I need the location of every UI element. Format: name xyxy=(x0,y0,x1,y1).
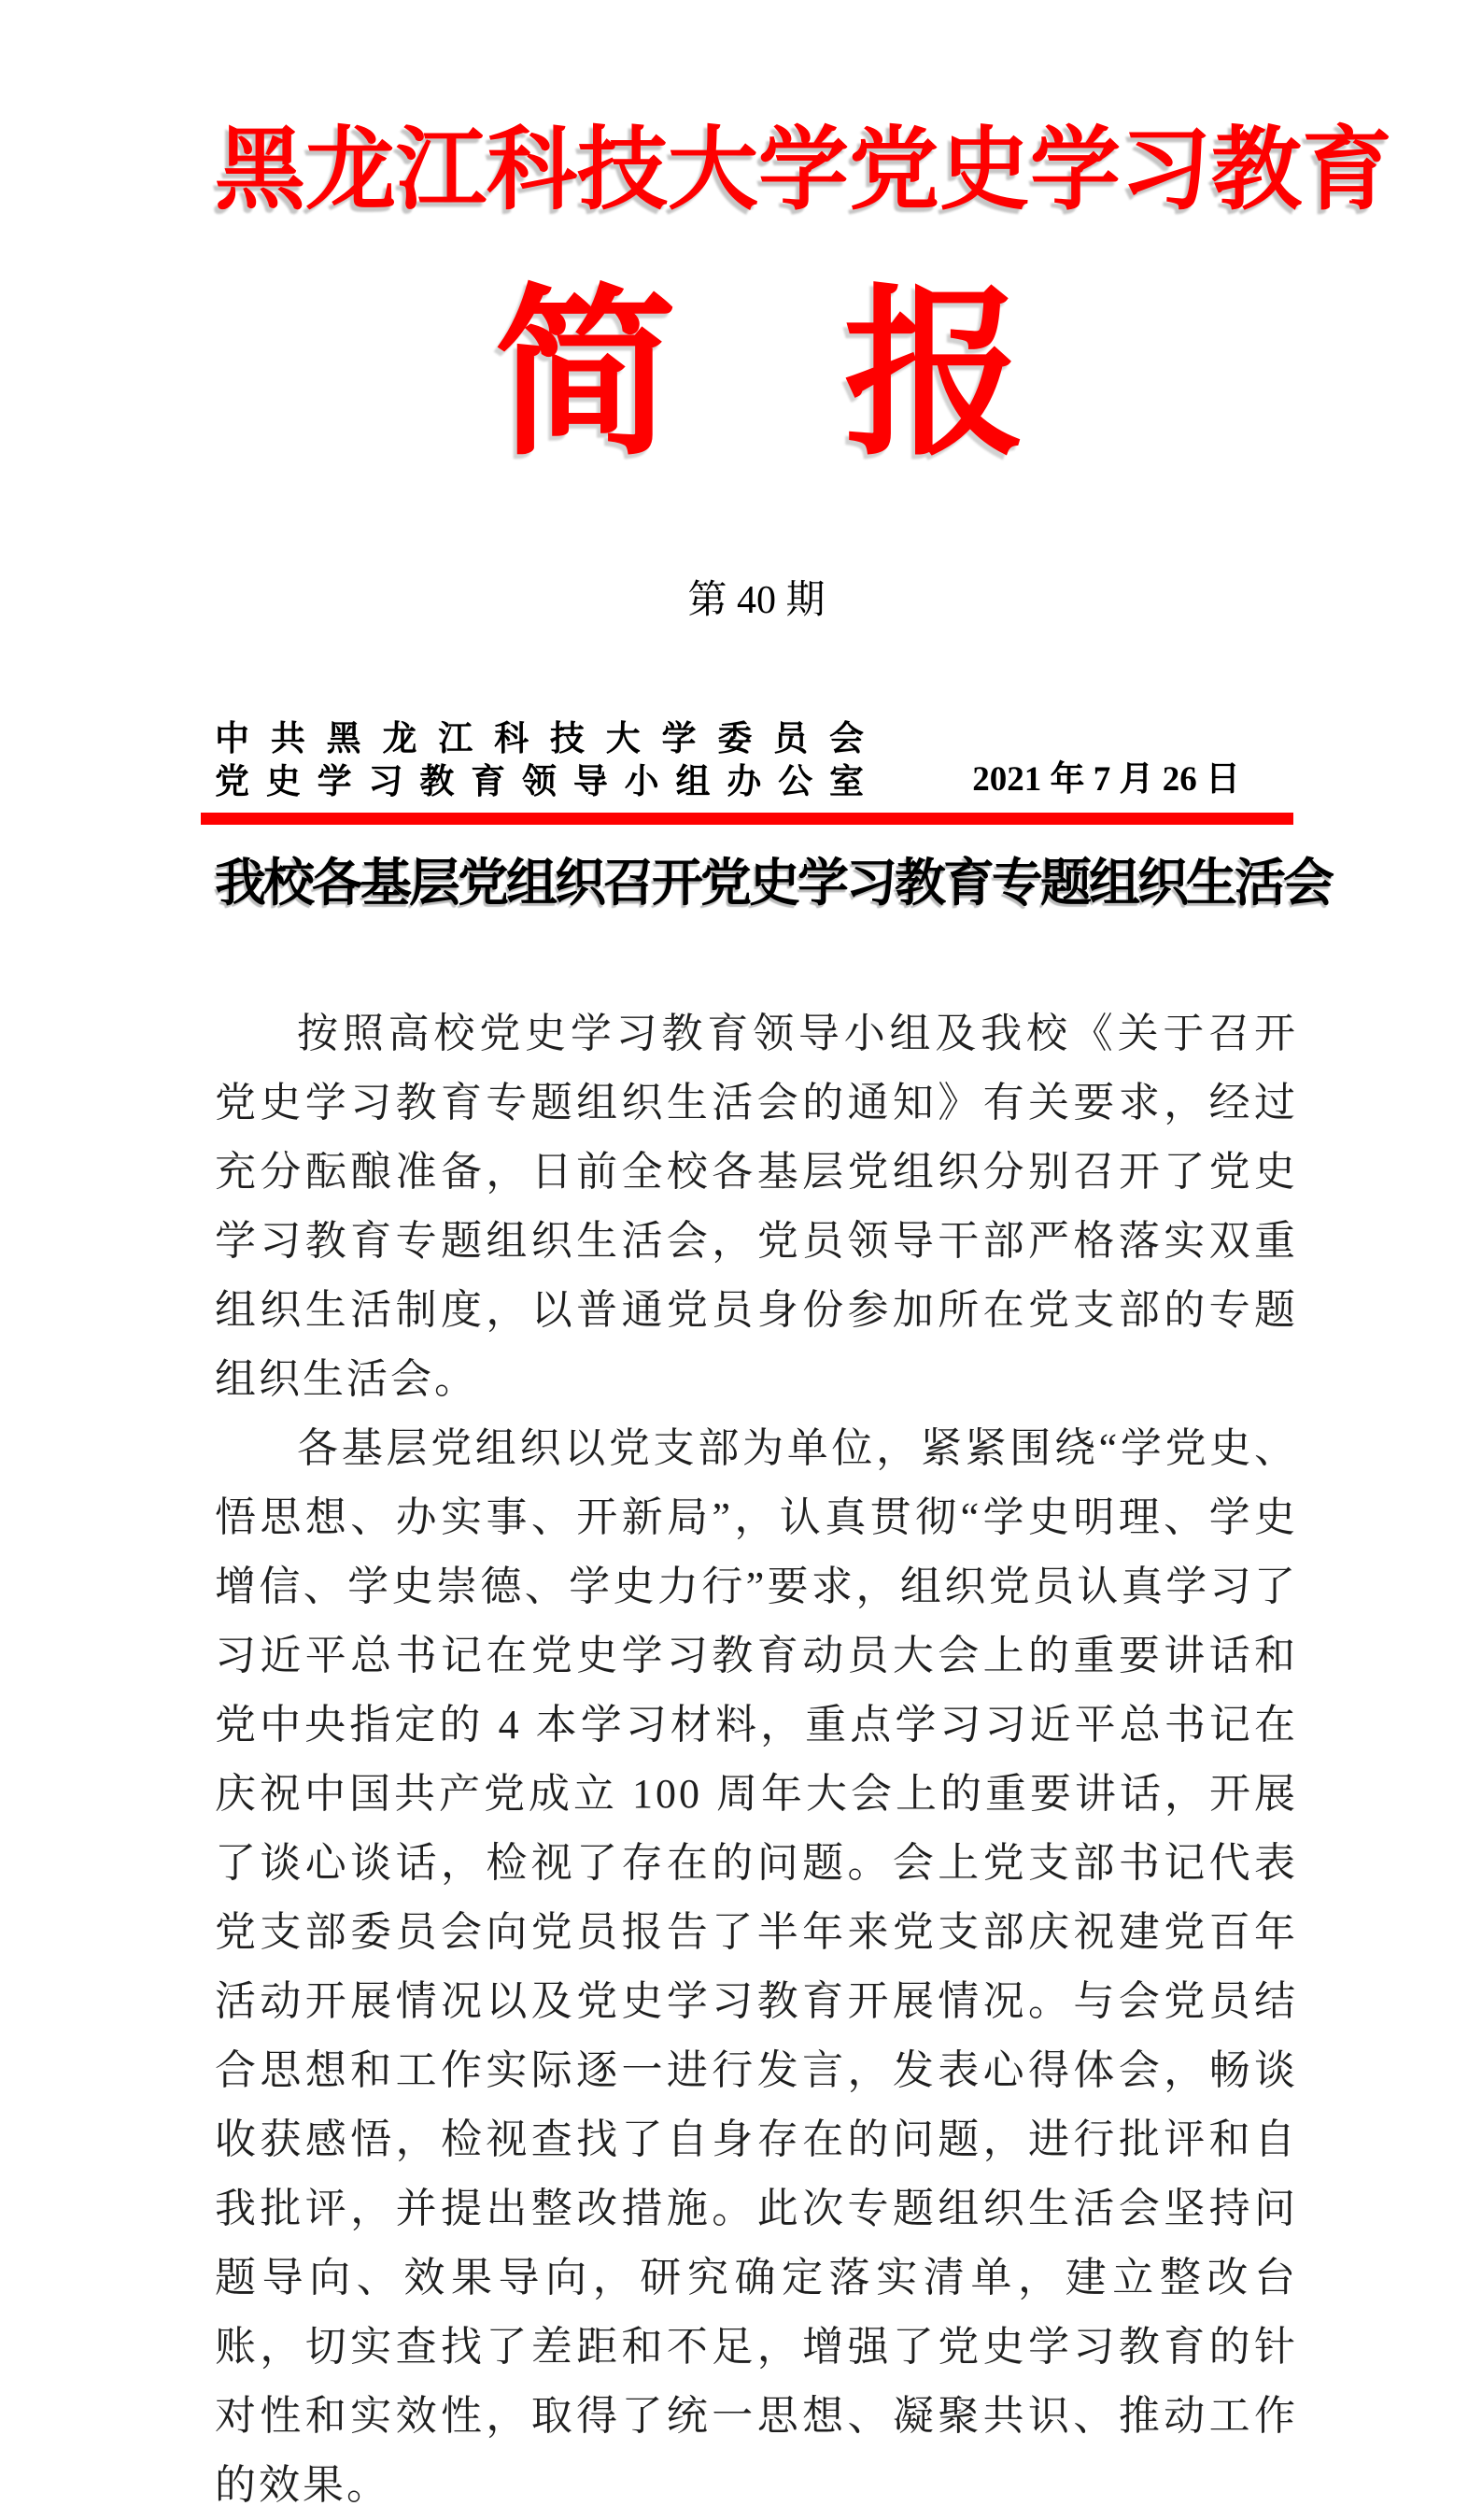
issue-date: 2021 年 7 月 26 日 xyxy=(972,759,1240,799)
masthead-banner: 简 报 xyxy=(494,273,1019,477)
article-paragraph-2: 各基层党组织以党支部为单位，紧紧围绕“学党史、悟思想、办实事、开新局”，认真贯彻“学史明理、学史增信、学史崇德、学史力行”要求，组织党员认真学习了习近平总书记在党史学习教育动员大会上的重要讲话和党中央指定的 4 本学习材料，重点学习习近平总书记在庆祝中国共产党成立 100 周年大会上的重要讲话，开展了谈心谈话，检视了存在的问题。会上党支部书记代表党支部委员会向党员报告了半年来党支部庆祝建党百年活动开展情况以及党史学习教育开展情况。与会党员结合思想和工作实际逐一进行发言，发表心得体会，畅谈收获感悟，检视查找了自身存在的问题，进行批评和自我批评，并提出整改措施。此次专题组织生活会坚持问题导向、效果导向，研究确定落实清单，建立整改台账，切实查找了差距和不足，增强了党史学习教育的针对性和实效性，取得了统一思想、凝聚共识、推动工作的效果。 xyxy=(215,1425,1298,2509)
article-paragraph-1: 按照高校党史学习教育领导小组及我校《关于召开党史学习教育专题组织生活会的通知》有关要求，经过充分酝酿准备，日前全校各基层党组织分别召开了党史学习教育专题组织生活会，党员领导干部严格落实双重组织生活制度，以普通党员身份参加所在党支部的专题组织生活会。 xyxy=(215,1011,1298,1403)
issuer-line-office: 党史学习教育领导小组办公室 xyxy=(215,761,864,800)
issuer-block xyxy=(215,717,864,803)
issuer-row xyxy=(215,717,1298,803)
masthead-divider-rule xyxy=(201,813,1293,825)
issue-number: 第 40 期 xyxy=(687,578,826,622)
article-headline: 我校各基层党组织召开党史学习教育专题组织生活会 xyxy=(215,854,1333,912)
masthead-title: 黑龙江科技大学党史学习教育 xyxy=(215,120,1392,220)
issuer-line-committee: 中共黑龙江科技大学委员会 xyxy=(215,718,864,757)
article-body xyxy=(215,999,1298,2520)
